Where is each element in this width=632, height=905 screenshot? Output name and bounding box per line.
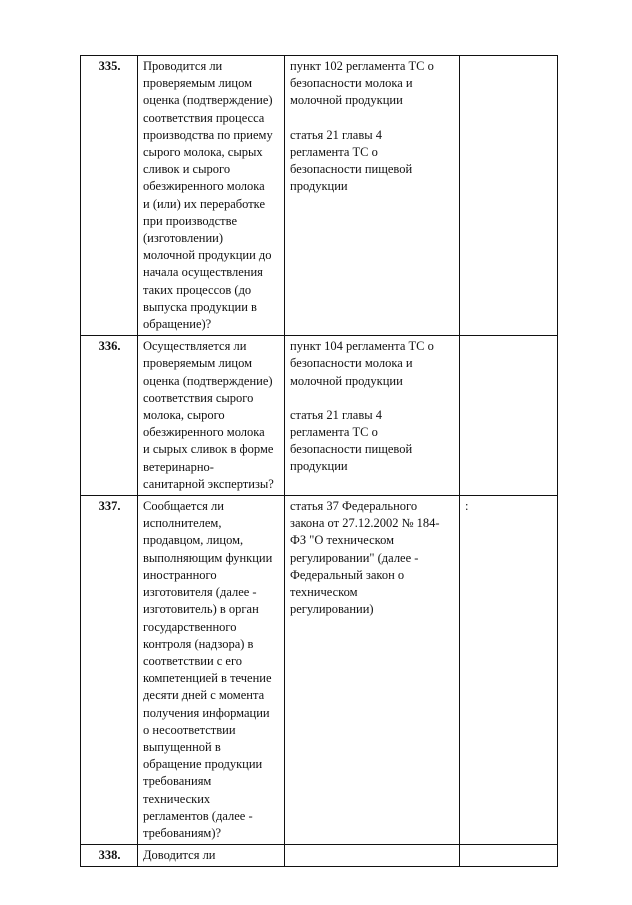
row-number: 335.: [81, 56, 138, 336]
table-row: [81, 845, 558, 867]
legal-reference: пункт 102 регламента ТС о безопасности молока и молочной продукции: [290, 59, 434, 108]
note-cell: [460, 845, 558, 867]
note-cell: :: [460, 496, 558, 845]
legal-reference: пункт 104 регламента ТС о безопасности молока и молочной продукции: [290, 339, 434, 388]
question-text: Сообщается ли исполнителем, продавцом, лицом, выполняющим функции иностранного изготовителя (далее - изготовитель) в орган государственного контроля (надзора) в соответствии с его компетенцией в течение десяти дней с момента получения информации о несоответствии выпущенной в обращение продукции требованиям технических регламентов (далее - требованиям)?: [138, 496, 285, 845]
row-number: 338.: [81, 845, 138, 867]
question-text: Проводится ли проверяемым лицом оценка (подтверждение) соответствия процесса производства по приему сырого молока, сырых сливок и сырого обезжиренного молока и (или) их переработке при производстве (изготовлении) молочной продукции до начала осуществления таких процессов (до выпуска продукции в обращение)?: [138, 56, 285, 336]
question-text: Доводится ли: [138, 845, 285, 867]
note-cell: [460, 336, 558, 496]
table-row: [81, 336, 558, 496]
legal-reference-cell: [285, 56, 460, 336]
row-number: 336.: [81, 336, 138, 496]
legal-reference: статья 21 главы 4 регламента ТС о безопасности пищевой продукции: [290, 127, 413, 194]
legal-reference: статья 21 главы 4 регламента ТС о безопасности пищевой продукции: [290, 407, 413, 474]
table-row: [81, 56, 558, 336]
checklist-table: [80, 55, 558, 867]
legal-reference-cell: [285, 336, 460, 496]
table-row: [81, 496, 558, 845]
note-cell: [460, 56, 558, 336]
legal-reference-cell: [285, 496, 460, 845]
question-text: Осуществляется ли проверяемым лицом оценка (подтверждение) соответствия сырого молока, сырого обезжиренного молока и сырых сливок в форме ветеринарно- санитарной экспертизы?: [138, 336, 285, 496]
row-number: 337.: [81, 496, 138, 845]
legal-reference-cell: [285, 845, 460, 867]
legal-reference: статья 37 Федерального закона от 27.12.2002 № 184- ФЗ "О техническом регулировании" (далее - Федеральный закон о техническом регулировании): [290, 499, 440, 617]
